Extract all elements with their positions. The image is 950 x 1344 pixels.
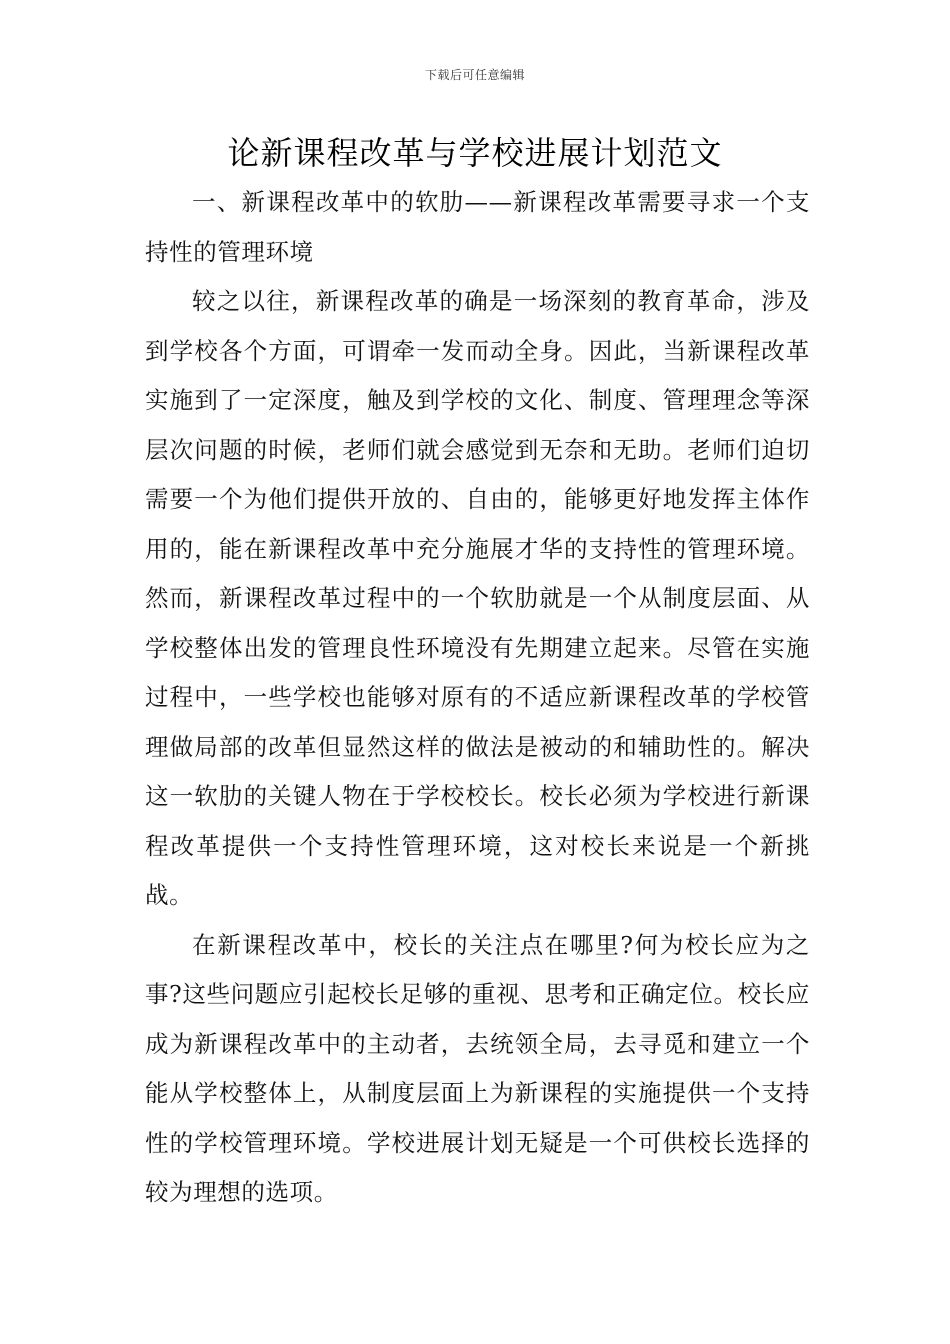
header-note: 下载后可任意编辑 xyxy=(424,68,525,82)
body-paragraph: 较之以往，新课程改革的确是一场深刻的教育革命，涉及到学校各个方面，可谓牵一发而动全身。因此，当新课程改革实施到了一定深度，触及到学校的文化、制度、管理理念等深层次问题的时候，老师们就会感觉到无奈和无助。老师们迫切需要一个为他们提供开放的、自由的，能够更好地发挥主体作用的，能在新课程改革中充分施展才华的支持性的管理环境。然而，新课程改革过程中的一个软肋就是一个从制度层面、从学校整体出发的管理良性环境没有先期建立起来。尽管在实施过程中，一些学校也能够对原有的不适应新课程改革的学校管理做局部的改革但显然这样的做法是被动的和辅助性的。解决这一软肋的关键人物在于学校校长。校长必须为学校进行新课程改革提供一个支持性管理环境，这对校长来说是一个新挑战。 xyxy=(145,287,810,909)
section-heading-paragraph: 一、新课程改革中的软肋——新课程改革需要寻求一个支持性的管理环境 xyxy=(145,188,810,266)
body-paragraph: 在新课程改革中，校长的关注点在哪里?何为校长应为之事?这些问题应引起校长足够的重视、思考和正确定位。校长应成为新课程改革中的主动者，去统领全局，去寻觅和建立一个能从学校整体上，从制度层面上为新课程的实施提供一个支持性的学校管理环境。学校进展计划无疑是一个可供校长选择的较为理想的选项。 xyxy=(145,930,810,1206)
document-title: 论新课程改革与学校进展计划范文 xyxy=(227,134,723,172)
document-body xyxy=(145,178,810,1218)
